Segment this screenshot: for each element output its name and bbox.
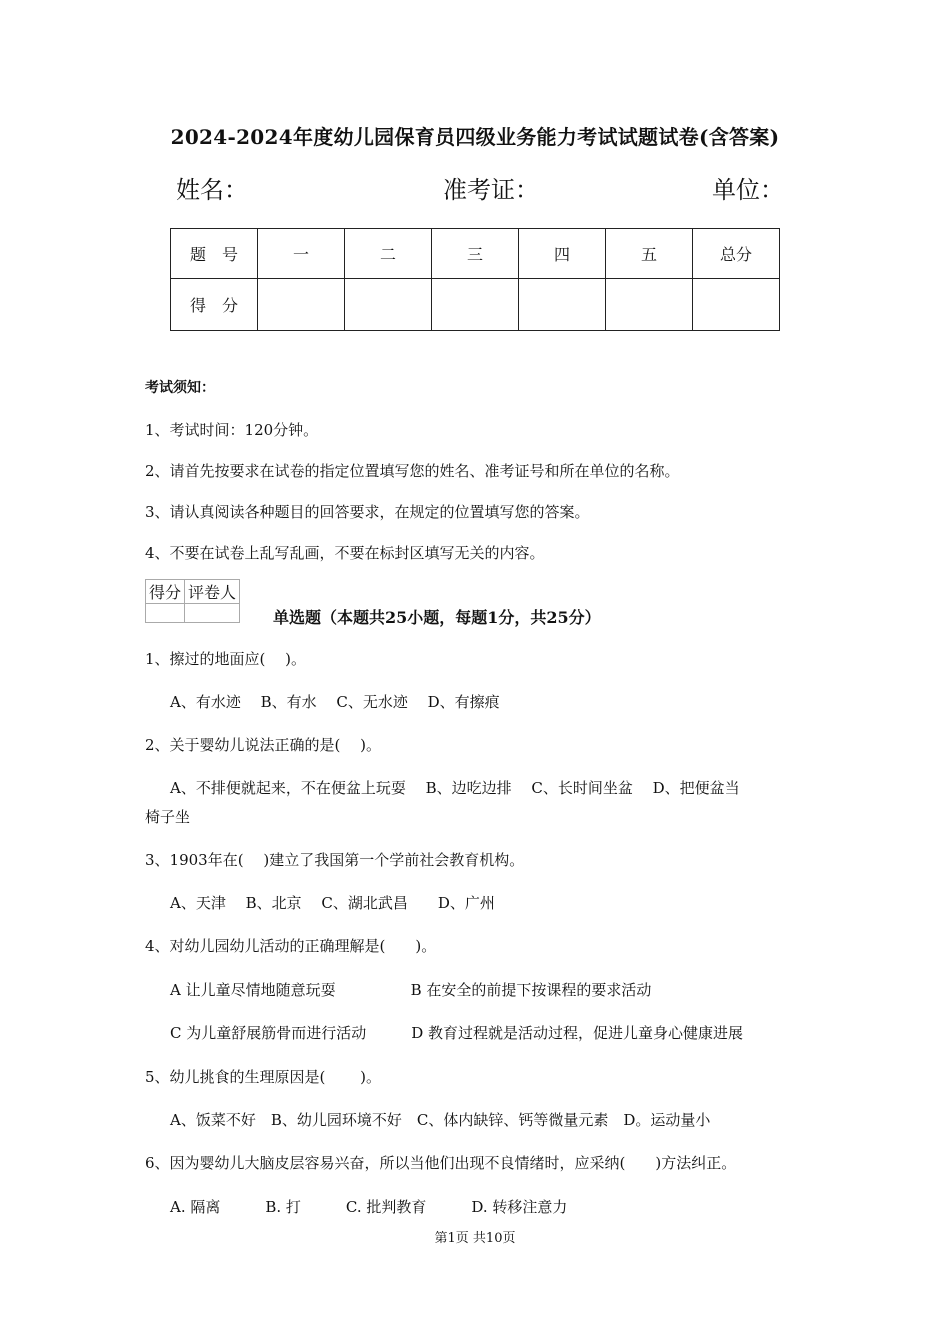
name-field-label: 姓名：: [176, 176, 248, 204]
question-text: 1、擦过的地面应( )。: [145, 650, 307, 668]
score-table: [170, 228, 780, 331]
score-table-header-cell: 题 号: [171, 229, 258, 279]
exam-id-field-label: 准考证：: [443, 176, 539, 204]
score-table-header-cell: 三: [432, 229, 519, 279]
score-table-header-cell: 五: [606, 229, 693, 279]
question-text: 4、对幼儿园幼儿活动的正确理解是( )。: [145, 937, 437, 955]
notice-item: 1、考试时间：120分钟。: [145, 421, 319, 439]
question-options: A、有水迹 B、有水 C、无水迹 D、有擦痕: [170, 693, 500, 711]
page-title: 2024-2024年度幼儿园保育员四级业务能力考试试题试卷(含答案): [170, 125, 780, 149]
grader-box: [145, 579, 240, 623]
notice-title: 考试须知：: [145, 380, 215, 396]
question-options: A. 隔离 B. 打 C. 批判教育 D. 转移注意力: [170, 1198, 568, 1216]
score-table-score-row: [171, 279, 780, 331]
grader-name-cell[interactable]: [185, 604, 240, 623]
score-cell[interactable]: [432, 279, 519, 331]
score-table-header-cell: 二: [345, 229, 432, 279]
question-options: A、饭菜不好 B、幼儿园环境不好 C、体内缺锌、钙等微量元素 D。运动量小: [170, 1111, 711, 1129]
question-text: 6、因为婴幼儿大脑皮层容易兴奋，所以当他们出现不良情绪时，应采纳( )方法纠正。: [145, 1154, 737, 1172]
score-table-row-label: 得 分: [171, 279, 258, 331]
question-text: 3、1903年在( )建立了我国第一个学前社会教育机构。: [145, 851, 525, 869]
grader-score-label: 得分: [146, 580, 185, 604]
score-table-header-cell: 一: [258, 229, 345, 279]
question-options: A、天津 B、北京 C、湖北武昌 D、广州: [170, 894, 495, 912]
grader-name-label: 评卷人: [185, 580, 240, 604]
notice-item: 2、请首先按要求在试卷的指定位置填写您的姓名、准考证号和所在单位的名称。: [145, 462, 680, 480]
question-options: C 为儿童舒展筋骨而进行活动 D 教育过程就是活动过程，促进儿童身心健康进展: [170, 1024, 744, 1042]
score-cell[interactable]: [258, 279, 345, 331]
notice-item: 4、不要在试卷上乱写乱画，不要在标封区填写无关的内容。: [145, 544, 545, 562]
unit-field-label: 单位：: [712, 176, 784, 204]
score-table-header-cell: 总分: [693, 229, 780, 279]
score-cell[interactable]: [606, 279, 693, 331]
score-table-header-cell: 四: [519, 229, 606, 279]
question-text: 2、关于婴幼儿说法正确的是( )。: [145, 736, 382, 754]
question-options: A、不排便就起来，不在便盆上玩耍 B、边吃边排 C、长时间坐盆 D、把便盆当: [170, 779, 740, 797]
question-options-continued: 椅子坐: [145, 808, 191, 826]
grader-score-cell[interactable]: [146, 604, 185, 623]
question-text: 5、幼儿挑食的生理原因是( )。: [145, 1068, 382, 1086]
score-table-header-row: [171, 229, 780, 279]
score-cell[interactable]: [519, 279, 606, 331]
page-footer: 第1页 共10页: [434, 1231, 516, 1246]
question-options: A 让儿童尽情地随意玩耍 B 在安全的前提下按课程的要求活动: [170, 981, 652, 999]
score-cell[interactable]: [345, 279, 432, 331]
section-title: 单选题（本题共25小题，每题1分，共25分）: [273, 608, 601, 627]
notice-item: 3、请认真阅读各种题目的回答要求，在规定的位置填写您的答案。: [145, 503, 590, 521]
score-cell[interactable]: [693, 279, 780, 331]
